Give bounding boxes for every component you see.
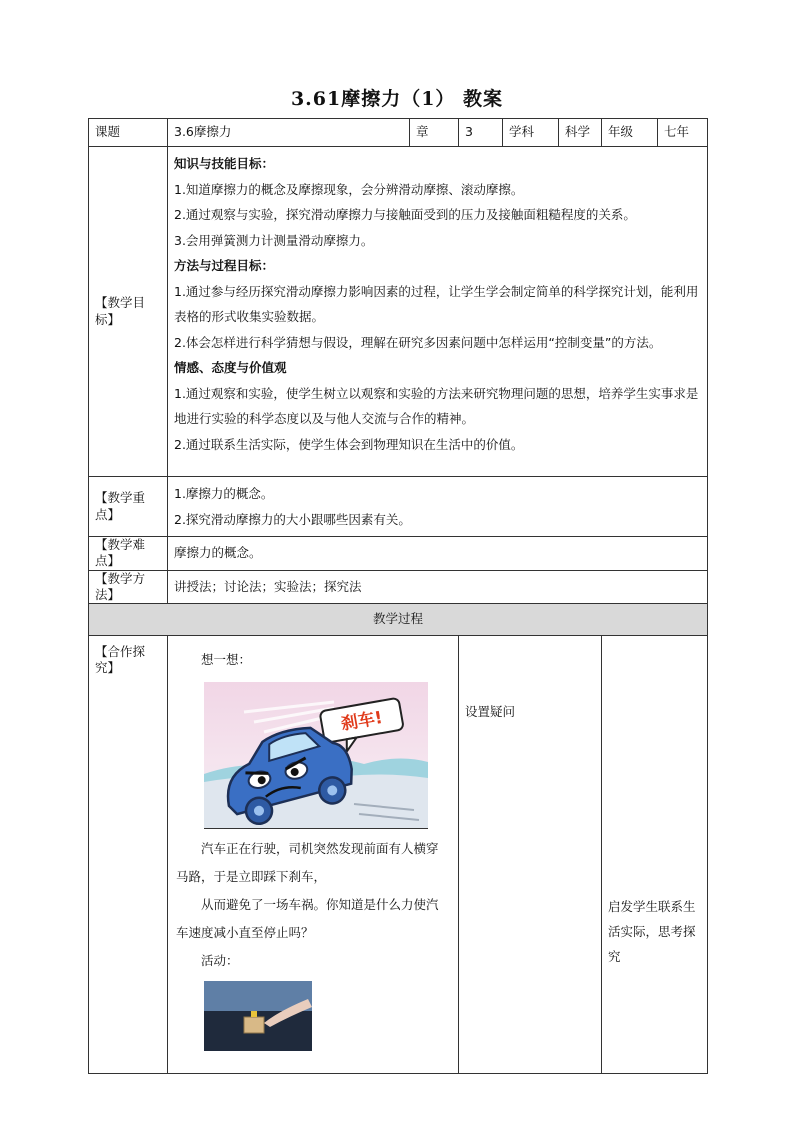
process-band-row xyxy=(89,604,708,636)
difficulty-label: 【教学难点】 xyxy=(89,537,168,571)
keypoint-item: 2.探究滑动摩擦力的大小跟哪些因素有关。 xyxy=(174,511,411,527)
emotion-item: 2.通过联系生活实际，使学生体会到物理知识在生活中的价值。 xyxy=(174,436,524,452)
student-activity: 启发学生联系生活实际，思考探究 xyxy=(602,636,708,1074)
scenario-paragraph-1: 汽车正在行驶，司机突然发现前面有人横穿马路，于是立即踩下刹车， xyxy=(176,841,439,884)
methods-text: 讲授法；讨论法；实验法；探究法 xyxy=(168,570,708,604)
keypoint-item: 1.摩擦力的概念。 xyxy=(174,486,274,501)
keypoints-label: 【教学重点】 xyxy=(89,477,168,537)
knowledge-title: 知识与技能目标： xyxy=(174,156,275,171)
lesson-plan-table xyxy=(88,118,708,1074)
cartoon-car-illustration xyxy=(204,682,428,828)
header-row xyxy=(89,119,708,147)
goals-label: 【教学目标】 xyxy=(89,147,168,477)
emotion-title: 情感、态度与价值观 xyxy=(174,360,287,375)
process-content xyxy=(168,636,459,1074)
knowledge-item: 2.通过观察与实验，探究滑动摩擦力与接触面受到的压力及接触面粗糙程度的关系。 xyxy=(174,207,636,222)
goals-content xyxy=(168,147,708,477)
emotion-item: 1.通过观察和实验，使学生树立以观察和实验的方法来研究物理问题的思想，培养学生实事求是地进行实验的科学态度以及与他人交流与合作的精神。 xyxy=(174,385,699,426)
keypoints-content xyxy=(168,477,708,537)
course-value: 3.6摩擦力 xyxy=(168,119,410,147)
knowledge-item: 3.会用弹簧测力计测量滑动摩擦力。 xyxy=(174,232,374,248)
keypoints-row xyxy=(89,477,708,537)
course-key: 课题 xyxy=(89,119,168,147)
grade-key: 年级 xyxy=(602,119,658,147)
process-row xyxy=(89,636,708,1074)
section-label: 【合作探究】 xyxy=(89,636,168,1074)
method-item: 1.通过参与经历探究滑动摩擦力影响因素的过程，让学生学会制定简单的科学探究计划，能利用表格的形式收集实验数据。 xyxy=(174,283,699,324)
activity-label: 活动： xyxy=(201,953,239,968)
method-item: 2.体会怎样进行科学猜想与假设，理解在研究多因素问题中怎样运用“控制变量”的方法。 xyxy=(174,334,662,350)
block-push-illustration xyxy=(204,981,312,1051)
grade-value: 七年 xyxy=(658,119,708,147)
knowledge-item: 1.知道摩擦力的概念及摩擦现象，会分辨滑动摩擦、滚动摩擦。 xyxy=(174,181,524,197)
difficulty-row xyxy=(89,537,708,571)
process-band: 教学过程 xyxy=(89,604,708,636)
activity-photo xyxy=(204,981,312,1051)
brake-car-image xyxy=(204,682,428,829)
page-title: 3.61摩擦力（1） 教案 xyxy=(290,88,504,110)
subject-key: 学科 xyxy=(503,119,559,147)
teacher-activity: 设置疑问 xyxy=(459,636,602,1074)
chapter-key: 章 xyxy=(410,119,459,147)
chapter-value: 3 xyxy=(459,119,503,147)
difficulty-text: 摩擦力的概念。 xyxy=(168,537,708,571)
methods-label: 【教学方法】 xyxy=(89,570,168,604)
goals-row xyxy=(89,147,708,477)
scenario-paragraph-2: 从而避免了一场车祸。你知道是什么力使汽车速度减小直至停止吗？ xyxy=(176,897,439,940)
method-title: 方法与过程目标： xyxy=(174,258,275,273)
subject-value: 科学 xyxy=(559,119,602,147)
think-label: 想一想： xyxy=(201,652,252,667)
methods-row xyxy=(89,570,708,604)
brake-sign-text: 刹车! xyxy=(339,707,385,735)
